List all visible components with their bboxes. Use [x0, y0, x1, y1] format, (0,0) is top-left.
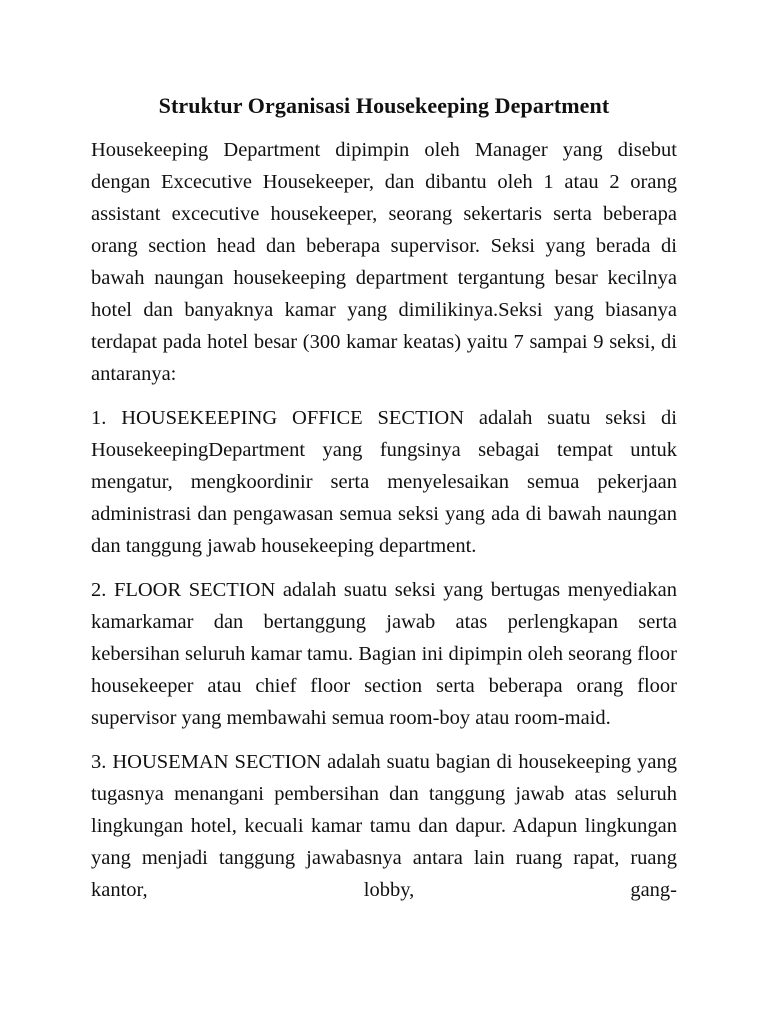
housekeeping-office-section-paragraph: 1. HOUSEKEEPING OFFICE SECTION adalah suatu seksi di HousekeepingDepartment yang fungsinya sebagai tempat untuk mengatur, mengkoordinir serta menyelesaikan semua pekerjaan administrasi dan pengawasan semua seksi yang ada di bawah naungan dan tanggung jawab housekeeping department. [91, 407, 677, 557]
page-title: Struktur Organisasi Housekeeping Department [158, 93, 610, 118]
houseman-section-paragraph: 3. HOUSEMAN SECTION adalah suatu bagian di housekeeping yang tugasnya menangani pembersihan dan tanggung jawab atas seluruh lingkungan hotel, kecuali kamar tamu dan dapur. Adapun lingkungan yang menjadi tanggung jawabasnya antara lain ruang rapat, ruang kantor, lobby, gang- [91, 751, 677, 901]
intro-paragraph: Housekeeping Department dipimpin oleh Manager yang disebut dengan Excecutive Housekeeper, dan dibantu oleh 1 atau 2 orang assistant excecutive housekeeper, seorang sekertaris serta beberapa orang section head dan beberapa supervisor. Seksi yang berada di bawah naungan housekeeping department tergantung besar kecilnya hotel dan banyaknya kamar yang dimilikinya.Seksi yang biasanya terdapat pada hotel besar (300 kamar keatas) yaitu 7 sampai 9 seksi, di antaranya: [91, 139, 677, 385]
floor-section-paragraph: 2. FLOOR SECTION adalah suatu seksi yang bertugas menyediakan kamarkamar dan bertanggung jawab atas perlengkapan serta kebersihan seluruh kamar tamu. Bagian ini dipimpin oleh seorang floor housekeeper atau chief floor section serta beberapa orang floor supervisor yang membawahi semua room-boy atau room-maid. [91, 579, 677, 729]
document-page [91, 88, 677, 918]
